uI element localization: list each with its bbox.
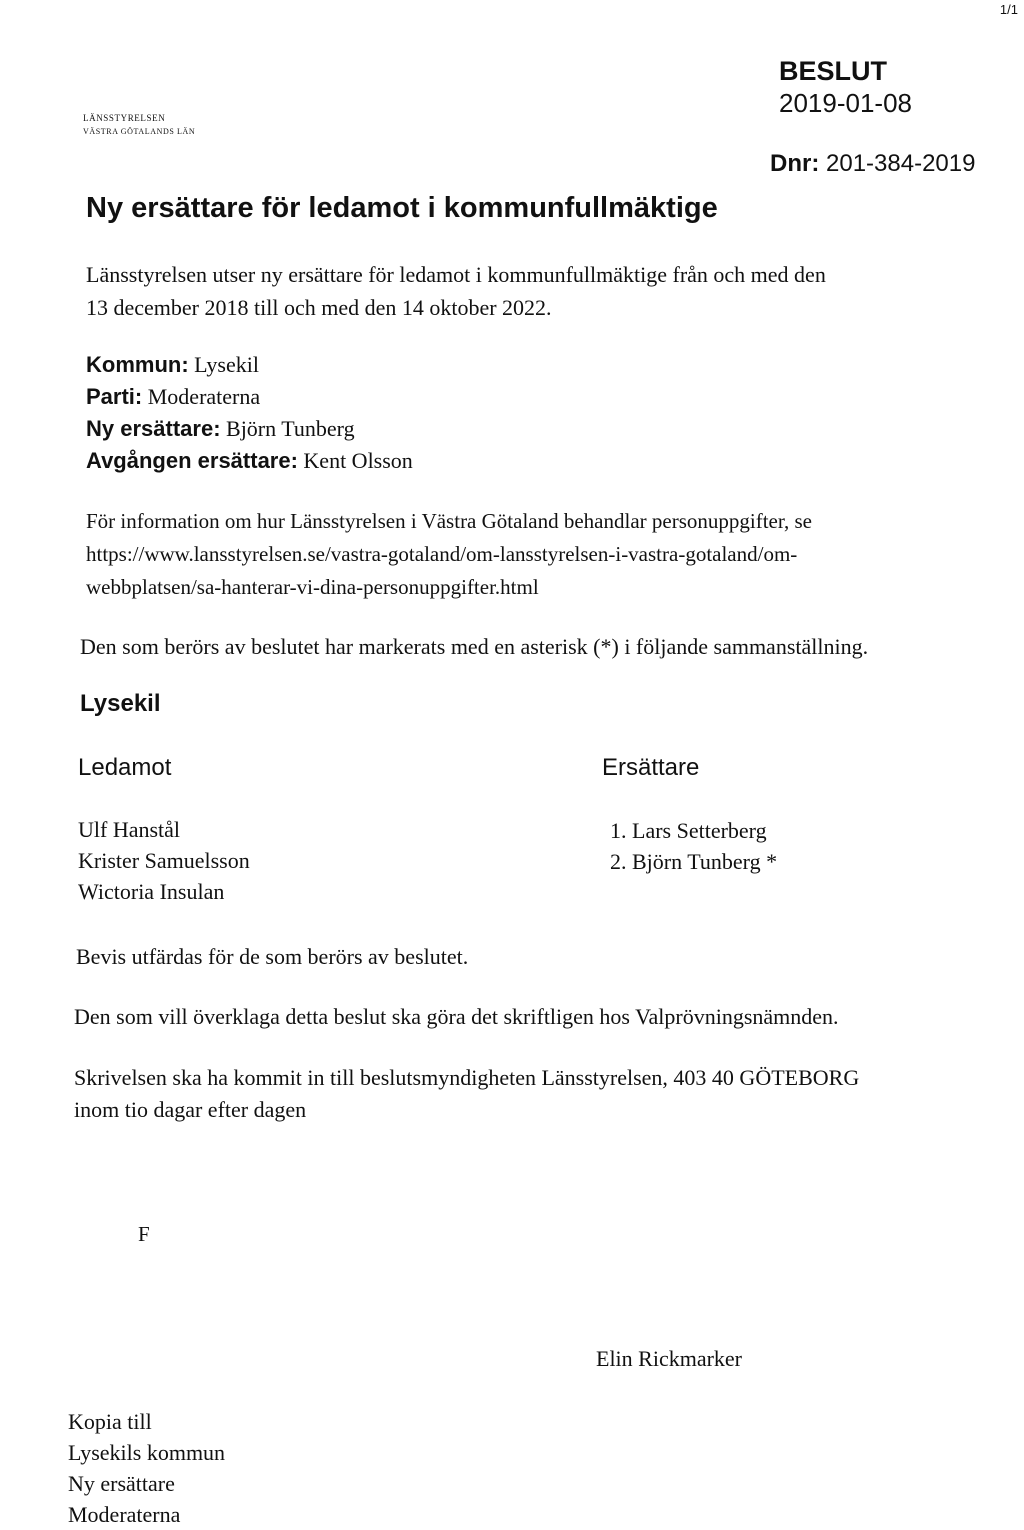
appeal-instructions (74, 1062, 859, 1126)
stray-letter: F (138, 1222, 150, 1246)
appeal-note: Den som vill överklaga detta beslut ska göra det skriftligen hos Valprövningsnämnden. (74, 1004, 839, 1029)
field-departed-substitute-value: Kent Olsson (303, 448, 413, 473)
organization-name: LÄNSSTYRELSEN (83, 113, 166, 123)
appeal-instructions-line: inom tio dagar efter dagen (74, 1097, 307, 1122)
list-item: 1. Lars Setterberg (610, 818, 767, 843)
intro-line: 13 december 2018 till och med den 14 oktober 2022. (86, 295, 552, 320)
field-new-substitute-value: Björn Tunberg (226, 416, 355, 441)
intro-paragraph (86, 258, 826, 324)
signer-name: Elin Rickmarker (596, 1346, 743, 1371)
appeal-instructions-line: Skrivelsen ska ha kommit in till beslutsmyndigheten Länsstyrelsen, 403 40 GÖTEBORG (74, 1065, 860, 1090)
case-number-label: Dnr: (770, 150, 820, 177)
copy-to-item: Ny ersättare (68, 1471, 175, 1496)
ledamot-list (78, 814, 250, 907)
privacy-info-link[interactable]: https://www.lansstyrelsen.se/vastra-gotaland/om-lansstyrelsen-i-vastra-gotaland/om- (86, 542, 798, 566)
list-item: Krister Samuelsson (78, 848, 250, 873)
privacy-info-line: För information om hur Länsstyrelsen i Västra Götaland behandlar personuppgifter, se (86, 509, 813, 533)
asterisk-note: Den som berörs av beslutet har markerats med en asterisk (*) i följande sammanställning. (80, 634, 869, 659)
field-departed-substitute-label: Avgången ersättare: (86, 448, 298, 473)
page-number: 1/1 (999, 2, 1018, 17)
decision-date: 2019-01-08 (779, 88, 912, 118)
field-new-substitute (86, 416, 355, 442)
intro-line: Länsstyrelsen utser ny ersättare för ledamot i kommunfullmäktige från och med den (86, 262, 826, 287)
case-number-value: 201-384-2019 (826, 150, 976, 177)
list-item: Ulf Hanstål (78, 817, 181, 842)
field-parti-value: Moderaterna (147, 384, 261, 409)
field-new-substitute-label: Ny ersättare: (86, 416, 221, 441)
copy-to-list (68, 1406, 225, 1530)
copy-to-heading: Kopia till (68, 1409, 152, 1434)
field-parti-label: Parti: (86, 384, 143, 409)
decision-label: BESLUT (779, 56, 887, 86)
ersattare-heading: Ersättare (602, 754, 700, 781)
organization-county: VÄSTRA GÖTALANDS LÄN (83, 127, 196, 136)
privacy-info-link[interactable]: webbplatsen/sa-hanterar-vi-dina-personuppgifter.html (86, 575, 539, 599)
case-number (770, 150, 975, 178)
ledamot-heading: Ledamot (78, 754, 172, 781)
list-item: Wictoria Insulan (78, 879, 225, 904)
privacy-info (86, 505, 812, 604)
field-parti (86, 384, 260, 410)
field-kommun-label: Kommun: (86, 352, 189, 377)
ersattare-list (610, 815, 777, 877)
municipality-heading: Lysekil (80, 690, 161, 717)
field-kommun (86, 352, 259, 378)
field-kommun-value: Lysekil (194, 352, 259, 377)
certificate-note: Bevis utfärdas för de som berörs av beslutet. (76, 944, 469, 969)
list-item: 2. Björn Tunberg * (610, 849, 778, 874)
field-departed-substitute (86, 448, 413, 474)
copy-to-item: Moderaterna (68, 1502, 181, 1527)
document-title: Ny ersättare för ledamot i kommunfullmäktige (86, 192, 718, 224)
copy-to-item: Lysekils kommun (68, 1440, 226, 1465)
